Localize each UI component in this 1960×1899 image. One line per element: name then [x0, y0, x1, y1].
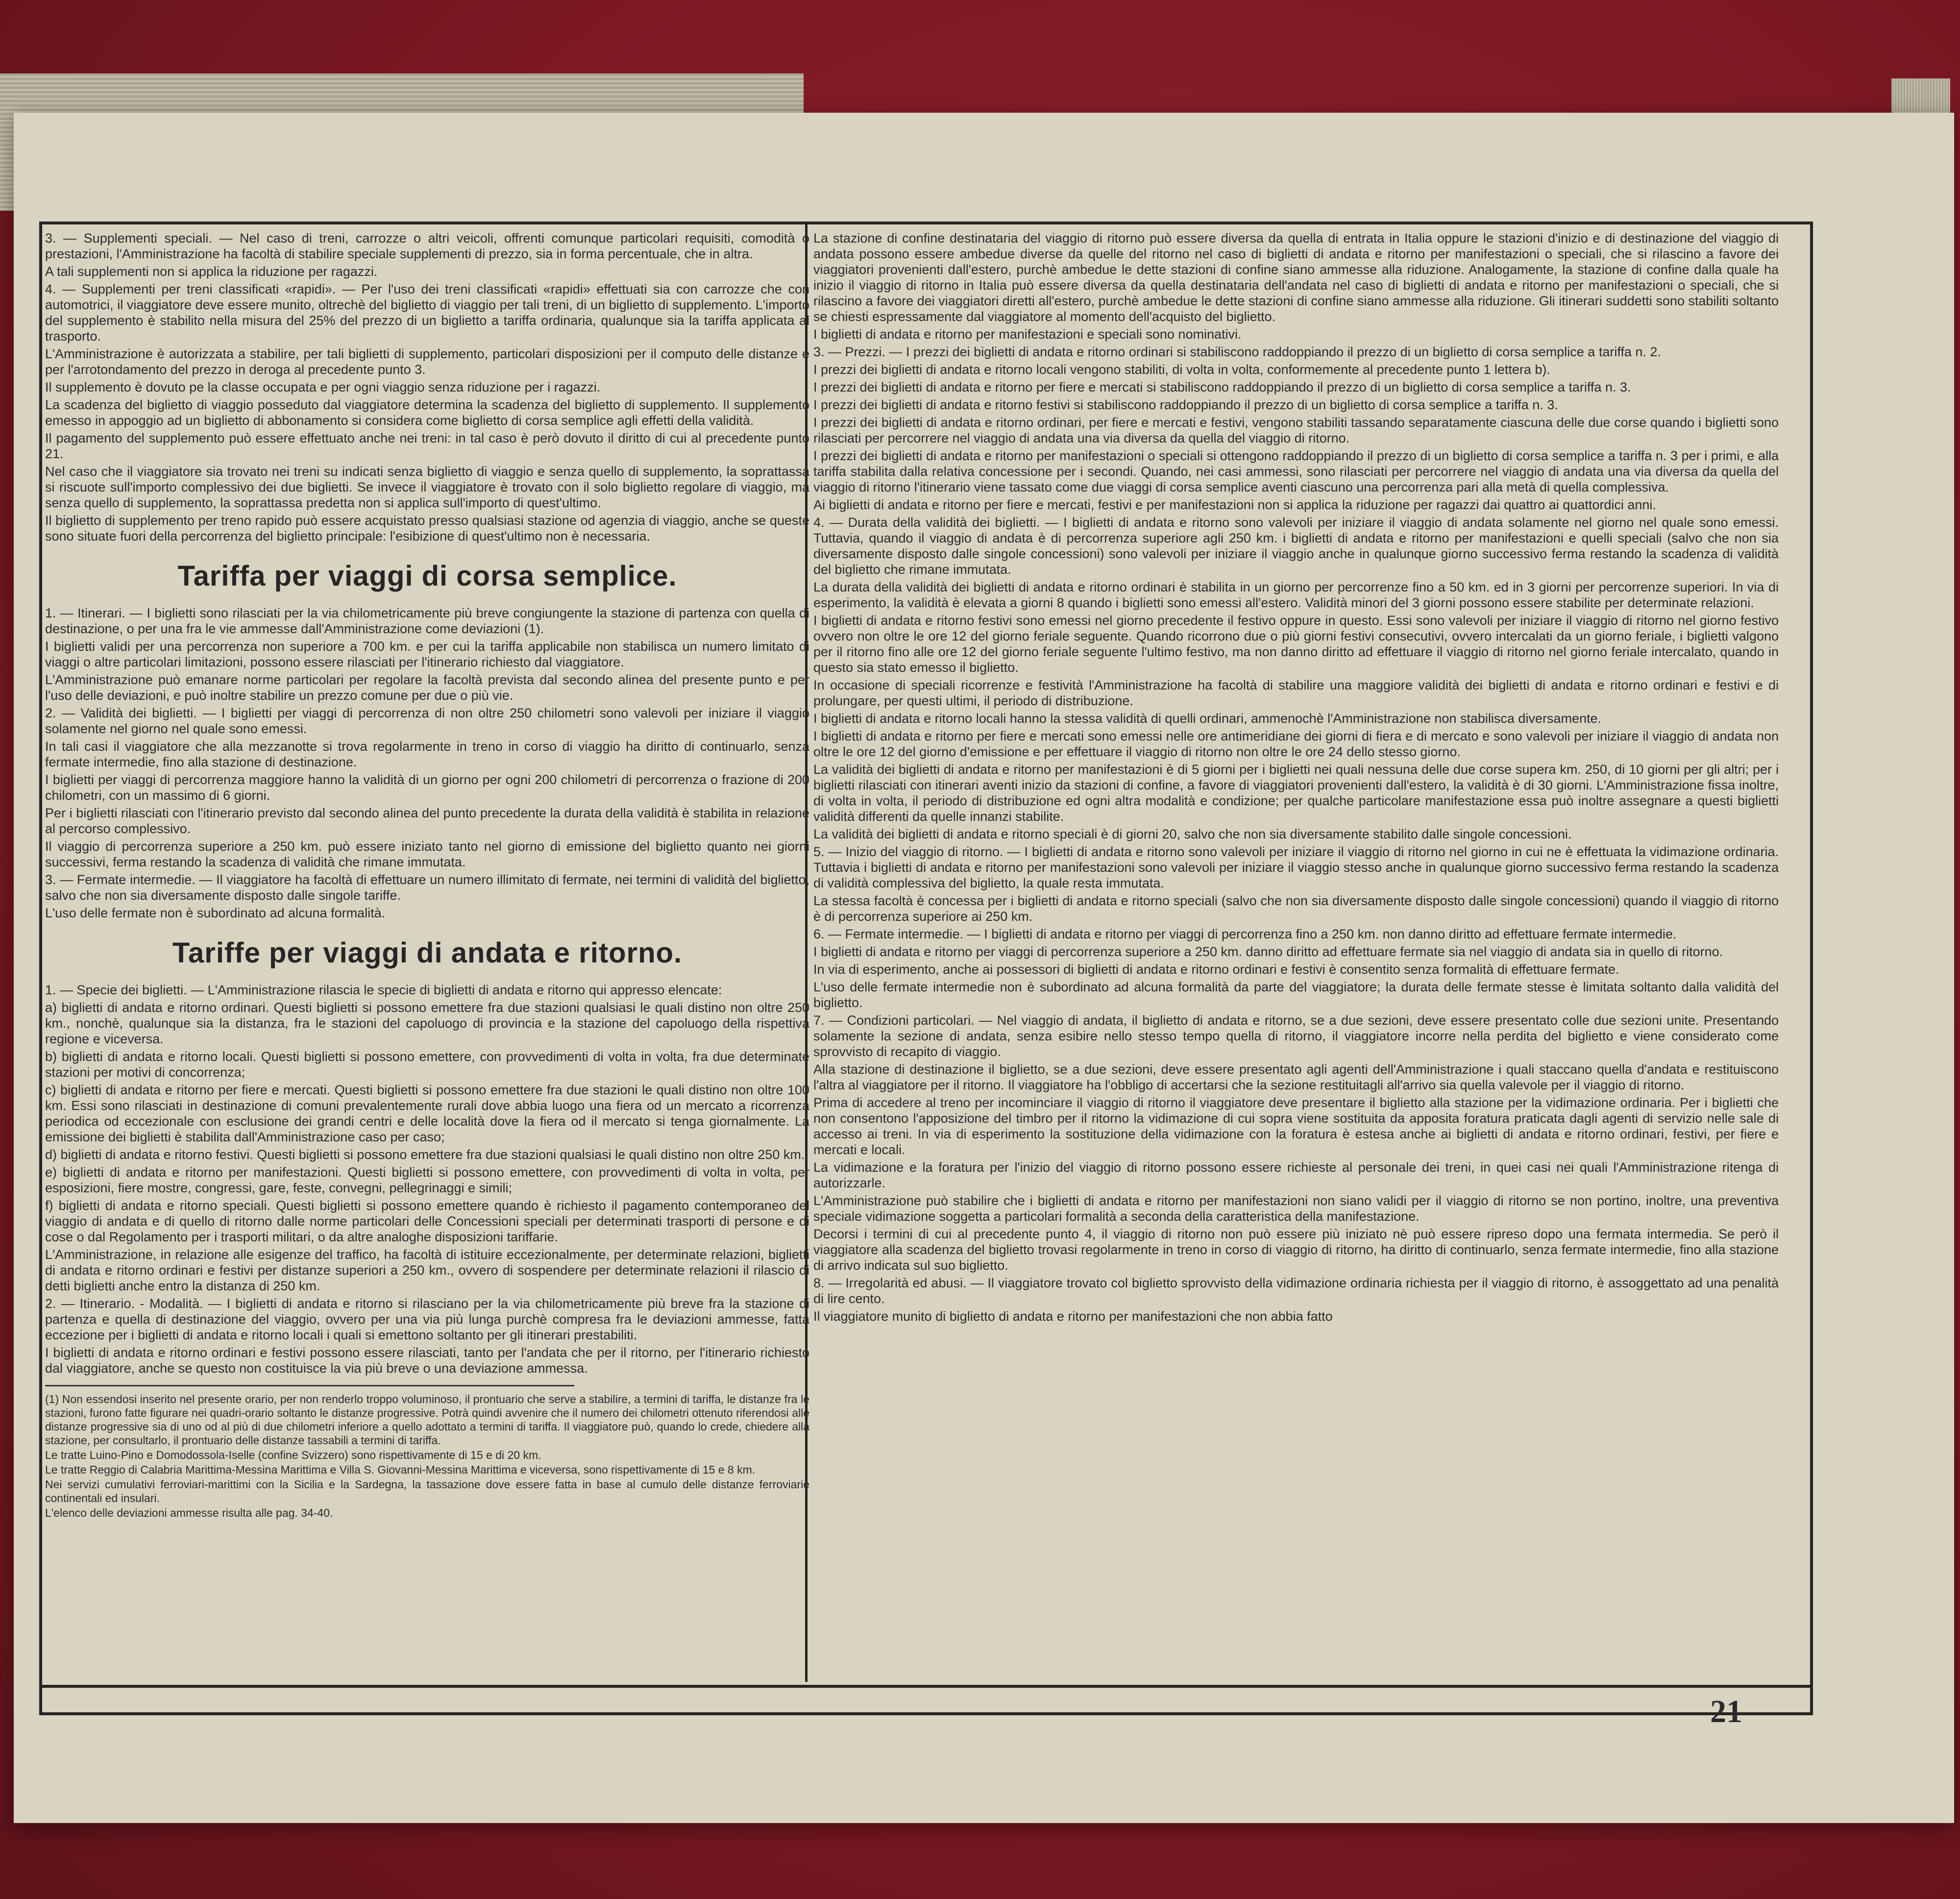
paragraph: L'uso delle fermate non è subordinato ad alcuna formalità.: [45, 906, 386, 920]
paragraph: A tali supplementi non si applica la riduzione per ragazzi.: [45, 264, 378, 279]
paragraph: 4. — Durata della validità dei biglietti. — I biglietti di andata e ritorno sono valevoli per iniziare il viaggio di andata solamente nel giorno nel quale sono emessi. Tuttavia, quando il viaggio di andata è di percorrenza superiore agli 250 km. i biglietti di andata e ritorno per manifestazioni e quelli speciali (salvo che non sia diversamente disposto dalle singole concessioni) sono valevoli per iniziare il viaggio anche in qualunque giorno successivo ferma restando la scadenza di validità del biglietto che rimane immutata.: [813, 515, 1779, 577]
andata-ritorno-continued: [813, 230, 1779, 1324]
right-column: [813, 230, 1779, 1703]
paragraph: Per i biglietti rilasciati con l'itinerario previsto dal secondo alinea del punto precedente la durata della validità è stabilita in relazione al percorso complessivo.: [45, 806, 809, 836]
footnote-item: Nei servizi cumulativi ferroviari-marittimi con la Sicilia e la Sardegna, la tassazione dove essere fatta in base al cumulo delle distanze ferroviarie continentali ed insulari.: [45, 1478, 809, 1504]
title-corsa-semplice: Tariffa per viaggi di corsa semplice.: [177, 560, 677, 592]
corsa-semplice-section: [45, 605, 809, 921]
paragraph: c) biglietti di andata e ritorno per fiere e mercati. Questi biglietti si possono emettere fra due stazioni le quali distino non oltre 100 km. Essi sono rilasciati in destinazione di comuni prevalentemente rurali dove abbia luogo una fiera od un mercato a ricorrenza periodica od eccezionale con esclusione dei grandi centri e delle località dove la fiera od il mercato si tenga giornalmente. La emissione dei biglietti è stabilita dall'Amministrazione caso per caso;: [45, 1083, 809, 1144]
paragraph: 3. — Fermate intermedie. — Il viaggiatore ha facoltà di effettuare un numero illimitato di fermate, nei termini di validità del biglietto, salvo che non sia diversamente disposto dalle singole tariffe.: [45, 872, 809, 903]
paragraph: e) biglietti di andata e ritorno per manifestazioni. Questi biglietti si possono emettere, con provvedimenti di volta in volta, per esposizioni, fiere mostre, congressi, gare, feste, convegni, pellegrinaggi e simili;: [45, 1165, 809, 1195]
paragraph: In occasione di speciali ricorrenze e festività l'Amministrazione ha facoltà di stabilire una maggiore validità dei biglietti di andata e ritorno ordinari e festivi e di prolungare, per questi ultimi, il periodo di distribuzione.: [813, 678, 1779, 708]
paragraph: 2. — Validità dei biglietti. — I biglietti per viaggi di percorrenza di non oltre 250 chilometri sono valevoli per iniziare il viaggio solamente nel giorno nel quale sono emessi.: [45, 706, 809, 736]
footnote-item: L'elenco delle deviazioni ammesse risulta alle pag. 34-40.: [45, 1506, 333, 1519]
paragraph: Nel caso che il viaggiatore sia trovato nei treni su indicati senza biglietto di viaggio e senza quello di supplemento, la soprattassa si riscuote sull'importo complessivo dei due biglietti. Se invece il viaggiatore è trovato con il solo biglietto regolare di viaggio, ma senza quello di supplemento, la soprattassa predetta non si applica sull'importo di quest'ultimo.: [45, 464, 809, 510]
paragraph: 1. — Specie dei biglietti. — L'Amministrazione rilascia le specie di biglietti di andata e ritorno qui appresso elencate:: [45, 983, 722, 997]
paragraph: 8. — Irregolarità ed abusi. — Il viaggiatore trovato col biglietto sprovvisto della vidimazione ordinaria richiesta per il viaggio di ritorno, è assoggettato ad una penalità di lire cento.: [813, 1276, 1779, 1306]
paragraph: 3. — Prezzi. — I prezzi dei biglietti di andata e ritorno ordinari si stabiliscono raddoppiando il prezzo di un biglietto di corsa semplice a tariffa n. 2.: [813, 345, 1661, 359]
paragraph: I prezzi dei biglietti di andata e ritorno ordinari, per fiere e mercati e festivi, vengono stabiliti tassando separatamente ciascuna delle due corse quando i biglietti sono rilasciati per percorrere nel viaggio di andata una via diversa da quella del viaggio di ritorno.: [813, 415, 1779, 445]
page-number: 21: [1710, 1694, 1742, 1729]
paragraph: I biglietti per viaggi di percorrenza maggiore hanno la validità di un giorno per ogni 200 chilometri di percorrenza o frazione di 200 chilometri, con un massimo di 6 giorni.: [45, 772, 809, 803]
paragraph: I biglietti di andata e ritorno per manifestazioni e speciali sono nominativi.: [813, 327, 1242, 342]
paragraph: 7. — Condizioni particolari. — Nel viaggio di andata, il biglietto di andata e ritorno, se a due sezioni, deve essere presentato colle due sezioni unite. Presentando solamente la sezione di andata, senza esibire nello stesso tempo quella di ritorno, il viaggiatore incorre nella perdita del biglietto e viene considerato come sprovvisto di recapito di viaggio.: [813, 1013, 1779, 1059]
paragraph: La durata della validità dei biglietti di andata e ritorno ordinari è stabilita in un giorno per percorrenze fino a 50 km. ed in 3 giorni per percorrenze superiori. In via di esperimento, la validità è elevata a giorni 8 quando i biglietti sono emessi all'estero. Validità minori del 3 giorni possono essere stabilite per determinate relazioni.: [813, 580, 1779, 610]
footnote-item: Le tratte Reggio di Calabria Marittima-Messina Marittima e Villa S. Giovanni-Messina Marittima e viceversa, sono rispettivamente di 15 e 8 km.: [45, 1463, 756, 1476]
footnote-item: (1) Non essendosi inserito nel presente orario, per non renderlo troppo voluminoso, il prontuario che serve a stabilire, a termini di tariffa, le distanze fra le stazioni, furono fatte figurare nei quadri-orario soltanto le distanze progressive. Potrà quindi avvenire che il numero dei chilometri ottenuto riferendosi alle distanze progressive sia di uno od al più di due chilometri inferiore a quello adottato a termini di tariffa. Il viaggiatore può, quando lo crede, chiedere alla stazione, per consultarlo, il prontuario delle distanze tassabili a termini di tariffa.: [45, 1393, 809, 1447]
paragraph: 4. — Supplementi per treni classificati «rapidi». — Per l'uso dei treni classificati «rapidi» effettuati sia con carrozze che con automotrici, il viaggiatore deve essere munito, oltrechè del biglietto di viaggio per tali treni, di un biglietto di supplemento. L'importo del supplemento è stabilito nella misura del 25% del prezzo di un biglietto a tariffa ordinaria, qualunque sia la tariffa applicata al trasporto.: [45, 282, 809, 344]
paragraph: La validità dei biglietti di andata e ritorno per manifestazioni è di 5 giorni per i biglietti nei quali nessuna delle due corse supera km. 250, di 10 giorni per gli altri; per i biglietti rilasciati con itinerari aventi inizio da stazioni di confine, a favore di viaggiatori provenienti dall'estero, la validità è di 30 giorni. L'Amministrazione fissa inoltre, di volta in volta, il periodo di distribuzione ed ogni altra modalità e condizione; per qualche particolare manifestazione essa può inoltre assegnare a questi biglietti validità differenti da quelle innanzi stabilite.: [813, 762, 1779, 824]
paragraph: f) biglietti di andata e ritorno speciali. Questi biglietti si possono emettere quando è richiesto il pagamento contemporaneo del viaggio di andata e di quello di ritorno dalle norme particolari delle Concessioni speciali per determinati trasporti di persone e di cose o dal Regolamento per i trasporti militari, o da altre analoghe disposizioni tariffarie.: [45, 1198, 809, 1244]
paragraph: I prezzi dei biglietti di andata e ritorno per fiere e mercati si stabiliscono raddoppiando il prezzo di un biglietto di corsa semplice a tariffa n. 3.: [813, 380, 1631, 395]
paragraph: b) biglietti di andata e ritorno locali. Questi biglietti si possono emettere, con provvedimenti di volta in volta, fra due determinate stazioni per motivi di concorrenza;: [45, 1049, 809, 1080]
paragraph: Alla stazione di destinazione il biglietto, se a due sezioni, deve essere presentato agli agenti dell'Amministrazione i quali staccano quella d'andata e restituiscono l'altra al viaggiatore per il ritorno. Il viaggiatore ha l'obbligo di accertarsi che la sezione restituitagli all'arrivo sia quella valevole per il viaggio di ritorno.: [813, 1062, 1779, 1092]
paragraph: I biglietti di andata e ritorno locali hanno la stessa validità di quelli ordinari, ammenochè l'Amministrazione non stabilisca diversamente.: [813, 711, 1601, 726]
paragraph: In tali casi il viaggiatore che alla mezzanotte si trova regolarmente in treno in corso di viaggio ha diritto di continuarlo, senza fermate intermedie, fino alla stazione di destinazione.: [45, 739, 809, 769]
paragraph: I prezzi dei biglietti di andata e ritorno per manifestazioni o speciali si ottengono raddoppiando il prezzo di un biglietto di corsa semplice a tariffa n. 3 per i primi, e alla tariffa stabilita dalla relativa concessione per i secondi. Quando, nei casi ammessi, sono rilasciati per percorrere nel viaggio di andata una via diversa da quella del viaggio di ritorno l'itinerario viene tassato come due viaggi di corsa semplice aventi ciascuno una percorrenza pari alla metà di quella complessiva.: [813, 448, 1779, 494]
paragraph: Prima di accedere al treno per incominciare il viaggio di ritorno il viaggiatore deve presentare il biglietto alla stazione per la vidimazione ordinaria. Per i biglietti che non consentono l'apposizione del timbro per il ritorno la vidimazione di cui sopra viene sostituita da apposita foratura praticata dagli agenti di servizio nelle sale di accesso ai treni. In via di esperimento la sostituzione della vidimazione con la foratura è estesa anche ai biglietti di andata e ritorno ordinari, festivi, per fiere e mercati e locali.: [813, 1095, 1779, 1157]
paragraph: I biglietti di andata e ritorno festivi sono emessi nel giorno precedente il festivo oppure in questo. Essi sono valevoli per iniziare il viaggio di ritorno nel giorno festivo ovvero non oltre le ore 12 del giorno feriale seguente. Quando ricorrono due o più giorni festivi consecutivi, ovvero intercalati da un giorno feriale, i biglietti valgono per il ritorno fino alle ore 12 del giorno feriale seguente l'ultimo festivo, ma non danno diritto ad effettuare il viaggio di ritorno nel giorno feriale intercalato, quando in questo sia stato emesso il biglietto.: [813, 613, 1779, 675]
paragraph: In via di esperimento, anche ai possessori di biglietti di andata e ritorno ordinari e festivi è consentito senza formalità di effettuare fermate.: [813, 962, 1619, 977]
paragraph: Ai biglietti di andata e ritorno per fiere e mercati, festivi e per manifestazioni non si applica la riduzione per ragazzi dai quattro ai quattordici anni.: [813, 497, 1656, 512]
footnote-item: Le tratte Luino-Pino e Domodossola-Iselle (confine Svizzero) sono rispettivamente di 15 e di 20 km.: [45, 1449, 541, 1461]
paragraph: 2. — Itinerario. - Modalità. — I biglietti di andata e ritorno si rilasciano per la via chilometricamente più breve fra la stazione di partenza e quella di destinazione del viaggio, ovvero per una via più lunga purchè compresa fra le deviazioni ammesse, fatta eccezione per i biglietti di andata e ritorno locali i quali si emettono soltanto per gli itinerari prestabiliti.: [45, 1296, 809, 1342]
paragraph: I biglietti di andata e ritorno ordinari e festivi possono essere rilasciati, tanto per l'andata che per il ritorno, per l'itinerario richiesto dal viaggiatore, anche se questo non costituisce la via più breve o una deviazione ammessa.: [45, 1345, 809, 1376]
paragraph: La scadenza del biglietto di viaggio posseduto dal viaggiatore determina la scadenza del biglietto di supplemento. Il supplemento emesso in appoggio ad un biglietto di abbonamento si considera come biglietto di corsa semplice agli effetti della validità.: [45, 397, 809, 428]
paragraph: I biglietti di andata e ritorno per fiere e mercati sono emessi nelle ore antimeridiane dei giorni di fiera e di mercato e sono valevoli per iniziare il viaggio di andata non oltre le ore 12 del giorno d'emissione e per effettuare il viaggio di ritorno non oltre le ore 24 dello stesso giorno.: [813, 729, 1779, 759]
paragraph: La stessa facoltà è concessa per i biglietti di andata e ritorno speciali (salvo che non sia diversamente disposto dalle singole concessioni) quando il viaggio di ritorno è di percorrenza superiore ai 250 km.: [813, 893, 1779, 924]
paragraph: Il supplemento è dovuto pe la classe occupata e per ogni viaggio senza riduzione per i ragazzi.: [45, 380, 601, 395]
paragraph: Il biglietto di supplemento per treno rapido può essere acquistato presso qualsiasi stazione od agenzia di viaggio, anche se queste sono situate fuori della percorrenza del biglietto principale: l'esibizione di quest'ultimo non è necessaria.: [45, 513, 809, 543]
paragraph: I prezzi dei biglietti di andata e ritorno festivi si stabiliscono raddoppiando il prezzo di un biglietto di corsa semplice a tariffa n. 3.: [813, 397, 1558, 412]
paragraph: 1. — Itinerari. — I biglietti sono rilasciati per la via chilometricamente più breve congiungente la stazione di partenza con quella di destinazione, o per una fra le vie ammesse dall'Amministrazione come deviazioni (1).: [45, 606, 809, 636]
paragraph: L'Amministrazione può emanare norme particolari per regolare la facoltà prevista dal secondo alinea del presente punto e per l'uso delle deviazioni, e può inoltre stabilire un prezzo comune per due o più vie.: [45, 672, 809, 703]
supplementi-section: [45, 230, 809, 544]
paragraph: L'Amministrazione è autorizzata a stabilire, per tali biglietti di supplemento, particolari disposizioni per il computo delle distanze e per l'arrotondamento del prezzo in deroga al precedente punto 3.: [45, 346, 809, 377]
paragraph: a) biglietti di andata e ritorno ordinari. Questi biglietti si possono emettere fra due stazioni qualsiasi le quali distino non oltre 250 km., nonchè, qualunque sia la distanza, fra le stazioni del capoluogo di provincia e la stazione del capoluogo della rispettiva regione e viceversa.: [45, 1000, 809, 1046]
paragraph: 3. — Supplementi speciali. — Nel caso di treni, carrozze o altri veicoli, offrenti comunque particolari requisiti, comodità o prestazioni, l'Amministrazione ha facoltà di stabilire speciale supplementi di prezzo, sia in forma percentuale, che in altra.: [45, 231, 809, 261]
paragraph: 6. — Fermate intermedie. — I biglietti di andata e ritorno per viaggi di percorrenza fino a 250 km. non danno diritto ad effettuare fermate intermedie.: [813, 927, 1677, 941]
andata-ritorno-section: [45, 982, 809, 1376]
paragraph: La vidimazione e la foratura per l'inizio del viaggio di ritorno possono essere richieste al personale dei treni, in quei casi nei quali l'Amministrazione ritenga di autorizzarle.: [813, 1160, 1779, 1190]
paragraph: I biglietti di andata e ritorno per viaggi di percorrenza superiore a 250 km. danno diritto ad effettuare fermate sia nel viaggio di andata sia in quello di ritorno.: [813, 944, 1723, 959]
bottom-rule: [39, 1685, 1813, 1688]
paragraph: 5. — Inizio del viaggio di ritorno. — I biglietti di andata e ritorno sono valevoli per iniziare il viaggio di ritorno nel giorno in cui ne è effettuata la vidimazione ordinaria. Tuttavia i biglietti di andata e ritorno per manifestazioni sono valevoli per iniziare il viaggio stesso anche in qualunque giorno successivo ferma restando la scadenza di validità complessiva del biglietto, la quale resta immutata.: [813, 844, 1779, 890]
footnote-rule: [45, 1385, 574, 1386]
paragraph: L'Amministrazione, in relazione alle esigenze del traffico, ha facoltà di istituire eccezionalmente, per determinate relazioni, biglietti di andata e ritorno ordinari e festivi per distanze superiori a 250 km., ovvero di sospendere per determinate relazioni il rilascio di detti biglietti anche entro la distanza di 250 km.: [45, 1247, 809, 1293]
paragraph: Il viaggio di percorrenza superiore a 250 km. può essere iniziato tanto nel giorno di emissione del biglietto quanto nei giorni successivi, ferma restando la scadenza di validità che rimane immutata.: [45, 839, 809, 869]
paragraph: I prezzi dei biglietti di andata e ritorno locali vengono stabiliti, di volta in volta, conformemente al precedente punto 1 lettera b).: [813, 362, 1550, 377]
footnotes: [45, 1392, 809, 1520]
left-column: [45, 230, 809, 1703]
paragraph: La stazione di confine destinataria del viaggio di ritorno può essere diversa da quella di entrata in Italia oppure le stazioni d'inizio e di destinazione del viaggio di andata possono essere ambedue diverse da quelle del ritorno nel caso di biglietti di andata e ritorno per manifestazioni o speciali, che si rilascino a favore dei viaggiatori provenienti dall'estero, purchè ambedue le dette stazioni di confine siano ammesse alla riduzione. Analogamente, la stazione di confine dalla quale ha inizio il viaggio di ritorno in Italia può essere diversa da quella destinataria dell'andata nel caso di biglietti di andata e ritorno per manifestazioni o speciali, che si rilascino a favore dei viaggiatori diretti all'estero, purchè ambedue le dette stazioni di confine siano ammesse alla riduzione. Gli itinerari suddetti sono stabiliti soltanto se chiesti espressamente dal viaggiatore al momento dell'acquisto del biglietto.: [813, 231, 1779, 324]
paragraph: I biglietti validi per una percorrenza non superiore a 700 km. e per cui la tariffa applicabile non stabilisca un numero limitato di viaggi o altre particolari limitazioni, possono essere rilasciati per l'itinerario richiesto dal viaggiatore.: [45, 639, 809, 669]
paragraph: Il pagamento del supplemento può essere effettuato anche nei treni: in tal caso è però dovuto il diritto di cui al precedente punto 21.: [45, 431, 809, 461]
title-andata-ritorno: Tariffe per viaggi di andata e ritorno.: [172, 937, 683, 969]
paragraph: Il viaggiatore munito di biglietto di andata e ritorno per manifestazioni che non abbia fatto: [813, 1309, 1333, 1324]
paragraph: L'uso delle fermate intermedie non è subordinato ad alcuna formalità da parte del viaggiatore; la durata delle fermate stesse è limitata soltanto dalla validità del biglietto.: [813, 980, 1779, 1010]
paragraph: d) biglietti di andata e ritorno festivi. Questi biglietti si possono emettere fra due stazioni qualsiasi le quali distino non oltre 250 km.;: [45, 1147, 808, 1162]
paragraph: L'Amministrazione può stabilire che i biglietti di andata e ritorno per manifestazioni non siano validi per il viaggio di ritorno se non portino, inoltre, una preventiva speciale vidimazione soggetta a particolari formalità a seconda della caratteristica della manifestazione.: [813, 1193, 1779, 1224]
paragraph: La validità dei biglietti di andata e ritorno speciali è di giorni 20, salvo che non sia diversamente stabilito dalle singole concessioni.: [813, 827, 1572, 841]
paragraph: Decorsi i termini di cui al precedente punto 4, il viaggio di ritorno non può essere più iniziato nè può essere ripreso dopo una fermata intermedia. Se però il viaggiatore alla scadenza del biglietto trovasi regolarmente in treno in corso di viaggio di ritorno, ha diritto di continuarlo, senza fermate intermedie, fino alla stazione di arrivo indicata sul suo biglietto.: [813, 1227, 1779, 1273]
